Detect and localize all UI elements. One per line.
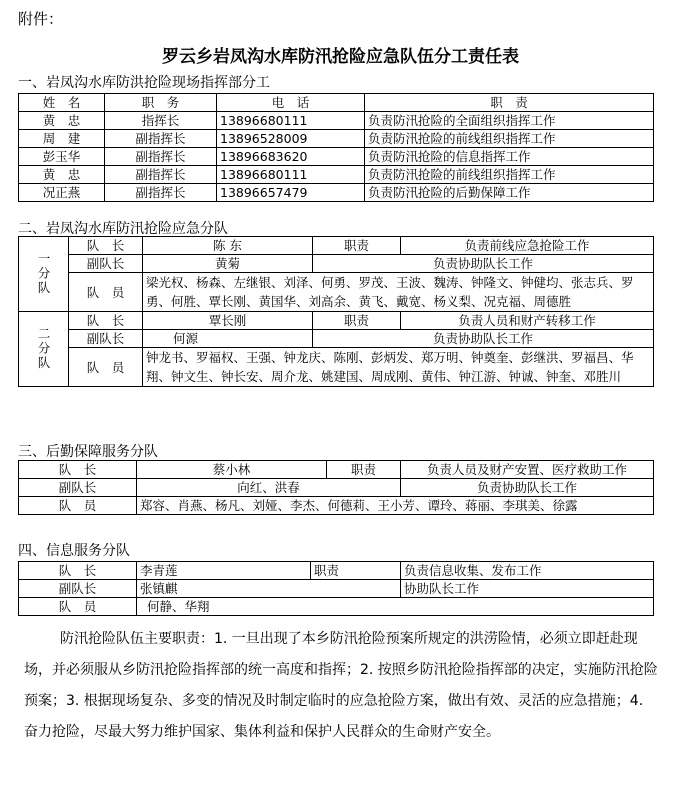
- info-team-table: [18, 561, 654, 616]
- table-header-row: [19, 94, 654, 112]
- cell-position: 副指挥长: [105, 148, 217, 166]
- team1-deputy-duty: 负责协助队长工作: [313, 255, 654, 273]
- logistics-deputy-duty: 负责协助队长工作: [401, 479, 654, 497]
- cell-name: 黄 忠: [19, 112, 105, 130]
- cell-position: 指挥长: [105, 112, 217, 130]
- team1-leader-label: 队 长: [69, 237, 143, 255]
- team1-members-label: 队 员: [69, 273, 143, 312]
- command-table: [18, 93, 654, 202]
- table-row: [19, 166, 654, 184]
- team2-name: 二分队: [19, 312, 69, 387]
- team2-deputy-label: 副队长: [69, 330, 143, 348]
- team2-members-row: [19, 348, 654, 387]
- team2-duty-label: 职责: [313, 312, 401, 330]
- header-name: 姓 名: [19, 94, 105, 112]
- table-row: [19, 184, 654, 202]
- cell-position: 副指挥长: [105, 166, 217, 184]
- team1-leader: 陈 东: [143, 237, 313, 255]
- team1-leader-duty: 负责前线应急抢险工作: [401, 237, 654, 255]
- logistics-leader-row: [19, 461, 654, 479]
- team1-members-row: [19, 273, 654, 312]
- info-deputy-duty: 协助队长工作: [401, 580, 654, 598]
- cell-phone: 13896683620: [217, 148, 365, 166]
- team1-leader-row: [19, 237, 654, 255]
- header-position: 职 务: [105, 94, 217, 112]
- cell-duty: 负责防汛抢险的后勤保障工作: [365, 184, 654, 202]
- cell-phone: 13896680111: [217, 112, 365, 130]
- logistics-leader-duty: 负责人员及财产安置、医疗救助工作: [401, 461, 654, 479]
- table-row: [19, 130, 654, 148]
- logistics-team-table: [18, 460, 654, 515]
- logistics-members: 郑容、肖燕、杨凡、刘娅、李杰、何德莉、王小芳、谭玲、蒋丽、李琪美、徐露: [137, 497, 654, 515]
- cell-position: 副指挥长: [105, 184, 217, 202]
- team1-duty-label: 职责: [313, 237, 401, 255]
- cell-name: 况正燕: [19, 184, 105, 202]
- cell-phone: 13896528009: [217, 130, 365, 148]
- page-title: 罗云乡岩凤沟水库防汛抢险应急队伍分工责任表: [162, 47, 519, 67]
- info-leader-duty: 负责信息收集、发布工作: [401, 562, 654, 580]
- logistics-duty-label: 职责: [327, 461, 401, 479]
- info-leader: 李青莲: [137, 562, 311, 580]
- cell-name: 周 建: [19, 130, 105, 148]
- info-leader-label: 队 长: [19, 562, 137, 580]
- info-members: 何静、华翔: [137, 598, 654, 616]
- cell-name: 黄 忠: [19, 166, 105, 184]
- team2-members-label: 队 员: [69, 348, 143, 387]
- section-3-heading: 三、后勤保障服务分队: [18, 444, 158, 460]
- team1-deputy-row: [19, 255, 654, 273]
- cell-name: 彭玉华: [19, 148, 105, 166]
- cell-duty: 负责防汛抢险的前线组织指挥工作: [365, 166, 654, 184]
- team2-leader-duty: 负责人员和财产转移工作: [401, 312, 654, 330]
- team2-leader-row: [19, 312, 654, 330]
- logistics-leader-label: 队 长: [19, 461, 137, 479]
- logistics-leader: 蔡小林: [137, 461, 327, 479]
- header-duty: 职 责: [365, 94, 654, 112]
- cell-duty: 负责防汛抢险的全面组织指挥工作: [365, 112, 654, 130]
- cell-duty: 负责防汛抢险的前线组织指挥工作: [365, 130, 654, 148]
- info-members-row: [19, 598, 654, 616]
- team2-deputy-row: [19, 330, 654, 348]
- logistics-deputy: 向红、洪春: [137, 479, 401, 497]
- logistics-members-row: [19, 497, 654, 515]
- info-leader-row: [19, 562, 654, 580]
- table-row: [19, 148, 654, 166]
- section-1-heading: 一、岩凤沟水库防洪抢险现场指挥部分工: [18, 75, 270, 91]
- table-row: [19, 112, 654, 130]
- team1-deputy: 黄菊: [143, 255, 313, 273]
- logistics-members-label: 队 员: [19, 497, 137, 515]
- team1-members: 梁光权、杨森、左继银、刘泽、何勇、罗茂、王波、魏涛、钟隆文、钟健均、张志兵、罗勇、何胜、覃长刚、黄国华、刘高余、黄飞、戴宽、杨义梨、况克福、周德胜: [143, 273, 654, 312]
- emergency-team-table: [18, 236, 654, 387]
- team2-leader: 覃长刚: [143, 312, 313, 330]
- team2-leader-label: 队 长: [69, 312, 143, 330]
- attachment-label: 附件：: [18, 10, 64, 28]
- team2-deputy-duty: 负责协助队长工作: [313, 330, 654, 348]
- logistics-deputy-row: [19, 479, 654, 497]
- section-4-heading: 四、信息服务分队: [18, 543, 130, 559]
- cell-phone: 13896680111: [217, 166, 365, 184]
- team2-members: 钟龙书、罗福权、王强、钟龙庆、陈刚、彭炳发、郑万明、钟奠奎、彭继洪、罗福昌、华翔、钟文生、钟长安、周介龙、姚建国、周成刚、黄伟、钟江游、钟诚、钟奎、邓胜川: [143, 348, 654, 387]
- info-members-label: 队 员: [19, 598, 137, 616]
- section-2-heading: 二、岩凤沟水库防汛抢险应急分队: [18, 221, 228, 237]
- duties-paragraph: 防汛抢险队伍主要职责：1. 一旦出现了本乡防汛抢险预案所规定的洪涝险情，必须立即赶赴现场，并必须服从乡防汛抢险指挥部的统一高度和指挥；2. 按照乡防汛抢险指挥部的决定，实施防汛抢险预案；3. 根据现场复杂、多变的情况及时制定临时的应急抢险方案，做出有效、灵活的应急措施；4. 奋力抢险，尽最大努力维护国家、集体利益和保护人民群众的生命财产安全。: [24, 631, 658, 740]
- info-deputy-label: 副队长: [19, 580, 137, 598]
- team2-deputy: 何源: [143, 330, 313, 348]
- info-deputy-row: [19, 580, 654, 598]
- info-duty-label: 职责: [311, 562, 401, 580]
- logistics-deputy-label: 副队长: [19, 479, 137, 497]
- team1-name: 一分队: [19, 237, 69, 312]
- cell-position: 副指挥长: [105, 130, 217, 148]
- team1-deputy-label: 副队长: [69, 255, 143, 273]
- cell-phone: 13896657479: [217, 184, 365, 202]
- header-phone: 电 话: [217, 94, 365, 112]
- info-deputy: 张镇麒: [137, 580, 401, 598]
- cell-duty: 负责防汛抢险的信息指挥工作: [365, 148, 654, 166]
